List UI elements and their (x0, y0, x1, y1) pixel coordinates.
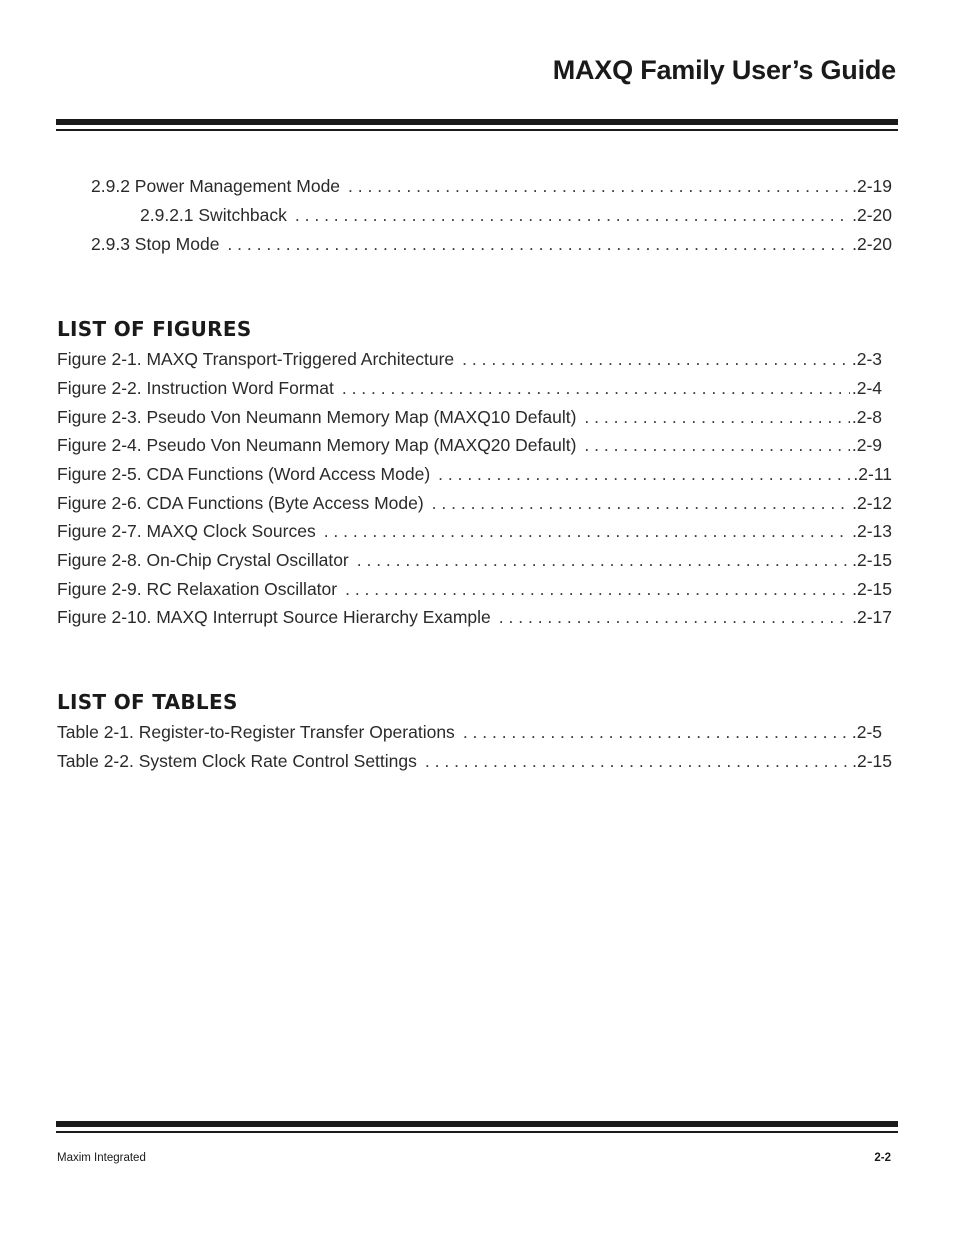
figure-entry[interactable] (57, 549, 892, 571)
figure-entry-label: Figure 2-9. RC Relaxation Oscillator (57, 579, 338, 599)
figure-entry-label: Figure 2-6. CDA Functions (Byte Access Mode) (57, 493, 424, 513)
dot-leader (432, 492, 850, 514)
dot-leader (584, 406, 849, 428)
figure-entry-label: Figure 2-1. MAXQ Transport-Triggered Architecture (57, 349, 455, 369)
toc-entry-page: .2-20 (852, 234, 892, 254)
figure-entry[interactable] (57, 520, 892, 542)
figure-entry-label: Figure 2-7. MAXQ Clock Sources (57, 521, 316, 541)
figure-entry-page: .2-8 (851, 407, 882, 427)
header-rule-thick (56, 119, 898, 125)
dot-leader (499, 606, 850, 628)
figure-entry[interactable] (57, 406, 882, 428)
dot-leader (227, 233, 850, 255)
figure-entry-page: .2-15 (852, 550, 892, 570)
dot-leader (463, 721, 850, 743)
dot-leader (324, 520, 850, 542)
figure-entry-page: .2-17 (852, 607, 892, 627)
toc-entry[interactable] (140, 204, 892, 226)
figure-entry[interactable] (57, 434, 882, 456)
figure-entry-label: Figure 2-10. MAXQ Interrupt Source Hierarchy Example (57, 607, 491, 627)
dot-leader (348, 175, 850, 197)
header-rule-thin (56, 129, 898, 131)
footer-rule-thin (56, 1131, 898, 1133)
figure-entry-page: .2-4 (851, 378, 882, 398)
toc-entry-page: .2-20 (852, 205, 892, 225)
dot-leader (438, 463, 851, 485)
dot-leader (345, 578, 850, 600)
toc-entry[interactable] (91, 233, 892, 255)
figure-entry-page: .2-11 (853, 464, 892, 484)
table-entry-page: .2-15 (852, 751, 892, 771)
figure-entry-page: .2-13 (852, 521, 892, 541)
list-of-tables-heading: LIST OF TABLES (57, 690, 238, 714)
dot-leader (295, 204, 850, 226)
table-entry[interactable] (57, 721, 882, 743)
figure-entry[interactable] (57, 606, 892, 628)
figure-entry-label: Figure 2-5. CDA Functions (Word Access Mode) (57, 464, 431, 484)
list-of-figures-heading: LIST OF FIGURES (57, 317, 252, 341)
toc-entry-label: 2.9.2.1 Switchback (140, 205, 287, 225)
figure-entry-label: Figure 2-8. On-Chip Crystal Oscillator (57, 550, 349, 570)
dot-leader (425, 750, 850, 772)
footer-company: Maxim Integrated (57, 1152, 146, 1164)
dot-leader (357, 549, 850, 571)
figure-entry[interactable] (57, 348, 882, 370)
document-title: MAXQ Family User’s Guide (552, 55, 896, 85)
figure-entry-page: .2-15 (852, 579, 892, 599)
table-entry-page: .2-5 (851, 722, 882, 742)
table-entry-label: Table 2-2. System Clock Rate Control Settings (57, 751, 417, 771)
figure-entry-label: Figure 2-2. Instruction Word Format (57, 378, 334, 398)
toc-entry-page: .2-19 (852, 176, 892, 196)
dot-leader (342, 377, 850, 399)
figure-entry-page: .2-9 (851, 435, 882, 455)
figure-entry-page: .2-12 (852, 493, 892, 513)
figure-entry-label: Figure 2-3. Pseudo Von Neumann Memory Map (MAXQ10 Default) (57, 407, 577, 427)
figure-entry-label: Figure 2-4. Pseudo Von Neumann Memory Map (MAXQ20 Default) (57, 435, 577, 455)
toc-entry[interactable] (91, 175, 892, 197)
figure-entry[interactable] (57, 377, 882, 399)
figure-entry[interactable] (57, 463, 892, 485)
figure-entry[interactable] (57, 578, 892, 600)
figure-entry[interactable] (57, 492, 892, 514)
figure-entry-page: .2-3 (851, 349, 882, 369)
toc-entry-label: 2.9.2 Power Management Mode (91, 176, 341, 196)
dot-leader (462, 348, 850, 370)
dot-leader (584, 434, 849, 456)
footer-rule-thick (56, 1121, 898, 1127)
table-entry-label: Table 2-1. Register-to-Register Transfer Operations (57, 722, 455, 742)
toc-entry-label: 2.9.3 Stop Mode (91, 234, 220, 254)
table-entry[interactable] (57, 750, 892, 772)
footer-page-number: 2-2 (874, 1152, 891, 1164)
